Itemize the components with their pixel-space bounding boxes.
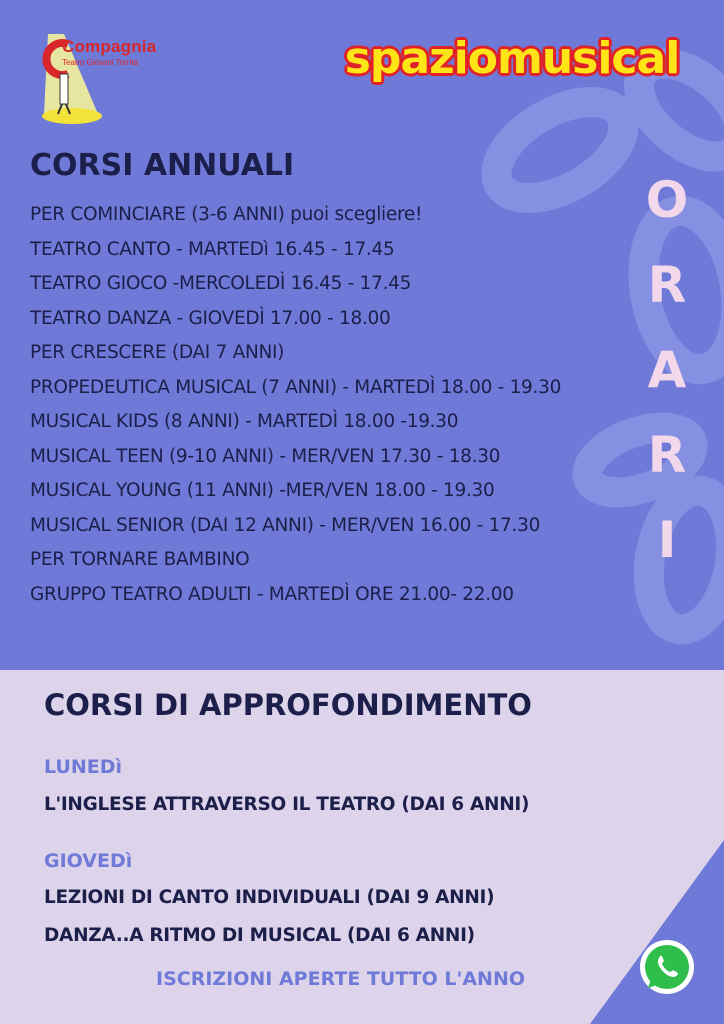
- whatsapp-icon[interactable]: [638, 938, 696, 996]
- deep-courses-title: CORSI DI APPROFONDIMENTO: [44, 688, 532, 722]
- list-item: MUSICAL SENIOR (DAI 12 ANNI) - MER/VEN 16.00 - 17.30: [30, 514, 541, 536]
- day-label-monday: LUNEDì: [44, 756, 123, 778]
- annual-courses-list: [30, 198, 561, 612]
- course-singing: LEZIONI DI CANTO INDIVIDUALI (DAI 9 ANNI): [44, 887, 495, 908]
- orari-letter: A: [647, 341, 687, 399]
- course-english: L'INGLESE ATTRAVERSO IL TEATRO (DAI 6 ANNI): [44, 794, 530, 815]
- list-item: GRUPPO TEATRO ADULTI - MARTEDÌ ORE 21.00- 22.00: [30, 583, 514, 605]
- annual-courses-title: CORSI ANNUALI: [30, 148, 295, 183]
- list-item: TEATRO DANZA - GIOVEDÌ 17.00 - 18.00: [30, 307, 391, 329]
- list-item: TEATRO CANTO - MARTEDì 16.45 - 17.45: [30, 238, 395, 260]
- logo-name: Compagnia: [62, 37, 157, 56]
- orari-letter: I: [657, 511, 677, 569]
- orari-letter: O: [645, 171, 689, 229]
- list-item: PROPEDEUTICA MUSICAL (7 ANNI) - MARTEDÌ 18.00 - 19.30: [30, 376, 562, 398]
- list-item: MUSICAL YOUNG (11 ANNI) -MER/VEN 18.00 - 19.30: [30, 480, 495, 501]
- day-label-thursday: GIOVEDì: [44, 850, 133, 872]
- orari-vertical-title: [636, 158, 698, 583]
- brand-text: spaziomusical: [344, 33, 680, 84]
- logo-subtitle: Teatro Giovani Torrita: [62, 58, 138, 67]
- orari-letter: R: [647, 256, 687, 314]
- enrollment-note: ISCRIZIONI APERTE TUTTO L'ANNO: [156, 968, 526, 990]
- course-dance: DANZA..A RITMO DI MUSICAL (DAI 6 ANNI): [44, 925, 475, 946]
- list-item: TEATRO GIOCO -MERCOLEDÌ 16.45 - 17.45: [30, 273, 412, 294]
- brand-logo: [320, 28, 704, 90]
- list-item: PER COMINCIARE (3-6 ANNI) puoi scegliere!: [30, 204, 423, 225]
- orari-letter: R: [647, 426, 687, 484]
- list-item: MUSICAL KIDS (8 ANNI) - MARTEDÌ 18.00 -19.30: [30, 411, 459, 432]
- list-item: MUSICAL TEEN (9-10 ANNI) - MER/VEN 17.30 - 18.30: [30, 445, 501, 467]
- list-item: PER CRESCERE (DAI 7 ANNI): [30, 342, 285, 363]
- list-item: PER TORNARE BAMBINO: [30, 549, 250, 570]
